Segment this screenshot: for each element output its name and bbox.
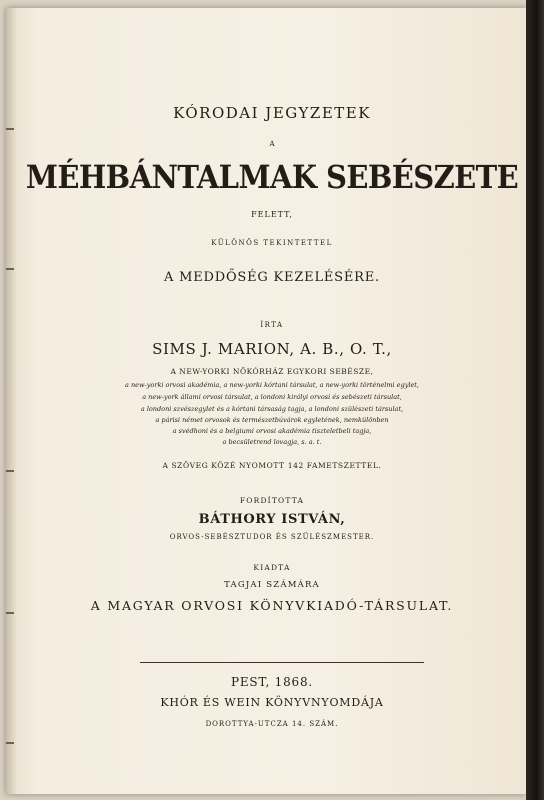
illustrations-note: A SZÖVEG KÖZÉ NYOMOTT 142 FAMETSZETTEL. (162, 461, 382, 470)
credential-line: a new-yorki orvosi akadémia, a new-yorki kórtani társulat, a new-yorki történelmi egylet, (125, 381, 419, 389)
credential-line: a londoni szvészegylet és a kórtani társaság tagja, a londoni szülészeti társulat, (140, 405, 404, 413)
author-affiliation: A NEW-YORKI NŐKÓRHÁZ EGYKORI SEBÉSZE, (170, 367, 374, 376)
credential-line: a svédhoni és a belgiumi orvosi akadémia tiszteletbeli tagja, (172, 427, 372, 435)
printer-address: DOROTTYA-UTCZA 14. SZÁM. (205, 720, 339, 728)
author-name: SIMS J. MARION, A. B., O. T., (152, 340, 392, 358)
imprint-divider (140, 662, 424, 663)
subject-line: A MEDDŐSÉG KEZELÉSÉRE. (164, 270, 380, 285)
heading: KÓRODAI JEGYZETEK (173, 104, 371, 122)
connector-a: A (269, 140, 275, 148)
kulonos-tekintettel: KÜLÖNÖS TEKINTETTEL (211, 239, 333, 247)
irta-label: ÍRTA (260, 321, 284, 329)
tagjai-szamara: TAGJAI SZÁMÁRA (224, 580, 320, 590)
kiadta-label: KIADTA (253, 563, 291, 572)
credential-line: a new-york állami orvosi társulat, a londoni királyi orvosi és sebészeti társulat, (142, 393, 402, 401)
translator-title: ORVOS-SEBÉSZTUDOR ÉS SZÜLÉSZMESTER. (169, 533, 375, 541)
felett: FELETT, (251, 210, 293, 219)
binding-stitch (6, 128, 14, 130)
printer-name: KHÓR ÉS WEIN KÖNYVNYOMDÁJA (160, 696, 384, 709)
main-title: MÉHBÁNTALMAK SEBÉSZETE (25, 158, 519, 196)
place-year: PEST, 1868. (230, 675, 314, 689)
credential-line: a párisi német orvosok és természetbúvárok egyletének, nemkülönben (155, 416, 389, 424)
binding-stitch (6, 470, 14, 472)
translator-name: BÁTHORY ISTVÁN, (198, 512, 346, 527)
publisher-name: A MAGYAR ORVOSI KÖNYVKIADÓ-TÁRSULAT. (90, 598, 454, 613)
forditotta-label: FORDÍTOTTA (239, 496, 305, 505)
credential-line: a becsületrend lovagja, s. a. t. (222, 438, 322, 446)
binding-stitch (6, 742, 14, 744)
